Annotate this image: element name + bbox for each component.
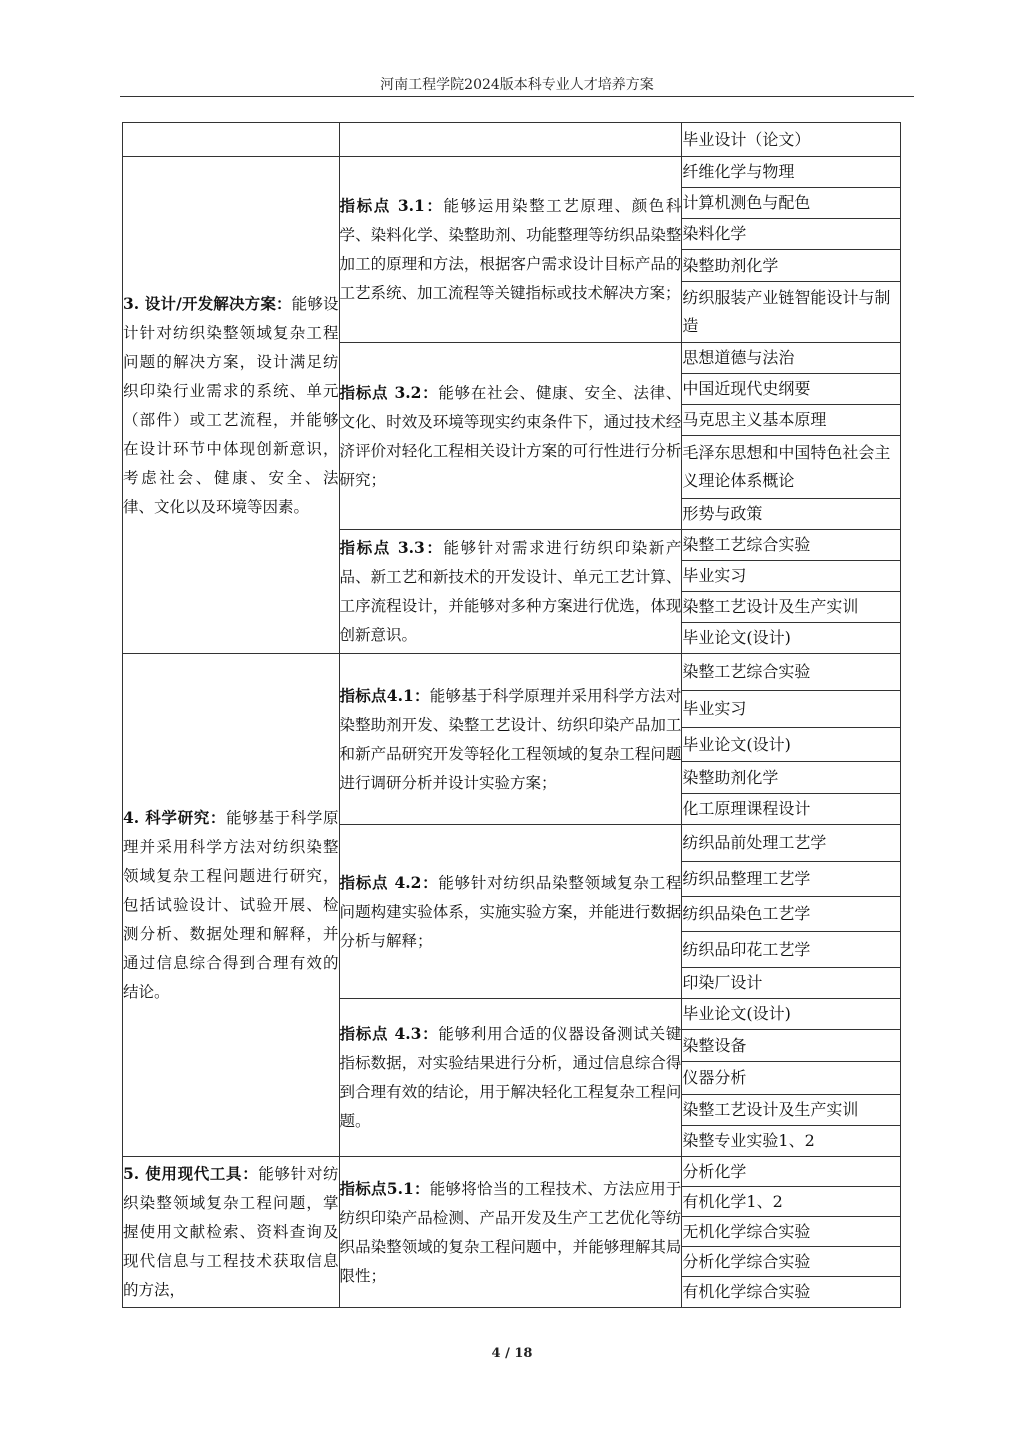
course-cell: 纺织服装产业链智能设计与制造 [682, 282, 901, 343]
indicator-label: 指标点4.1： [339, 685, 430, 705]
course-cell: 纺织品染色工艺学 [682, 897, 901, 932]
page-separator: / [505, 1346, 510, 1361]
indicator-text: 能够运用染整工艺原理、颜色科学、染料化学、染整助剂、功能整理等纺织品染整加工的原理和方法，根据客户需求设计目标产品的工艺系统、加工流程等关键指标或技术解决方案； [339, 197, 682, 302]
indicator-5-1-cell [339, 1157, 682, 1308]
course-cell: 染整工艺设计及生产实训 [682, 592, 901, 623]
course-cell: 马克思主义基本原理 [682, 405, 901, 436]
course-cell: 染整助剂化学 [682, 762, 901, 794]
course-cell: 染整工艺设计及生产实训 [682, 1095, 901, 1126]
course-cell: 计算机测色与配色 [682, 188, 901, 219]
course-cell: 毕业设计（论文） [682, 123, 901, 157]
indicator-text: 能够在社会、健康、安全、法律、文化、时效及环境等现实约束条件下，通过技术经济评价对轻化工程相关设计方案的可行性进行分析研究； [339, 383, 682, 489]
course-cell: 毕业实习 [682, 691, 901, 728]
indicator-3-2-cell [339, 343, 682, 530]
indicator-label: 指标点 3.1： [339, 196, 444, 215]
indicator-label: 指标点5.1： [339, 1178, 430, 1198]
requirements-table [122, 122, 901, 1308]
indicator-text: 能够针对需求进行纺织印染新产品、新工艺和新技术的开发设计、单元工艺计算、工序流程设计，并能够对多种方案进行优选，体现创新意识。 [339, 539, 682, 644]
course-cell: 印染厂设计 [682, 968, 901, 999]
requirement-body: 能够基于科学原理并采用科学方法对纺织染整领域复杂工程问题进行研究，包括试验设计、试验开展、检测分析、数据处理和解释，并通过信息综合得到合理有效的结论。 [123, 809, 339, 1001]
course-cell: 毕业实习 [682, 561, 901, 592]
requirement-5-cell [123, 1157, 340, 1308]
indicator-4-1-cell [339, 654, 682, 825]
indicator-label: 指标点 3.2： [339, 382, 439, 402]
indicator-text: 能够基于科学原理并采用科学方法对染整助剂开发、染整工艺设计、纺织印染产品加工和新产品研究开发等轻化工程领域的复杂工程问题进行调研分析并设计实验方案； [339, 686, 682, 792]
course-cell: 毛泽东思想和中国特色社会主义理论体系概论 [682, 436, 901, 499]
page-header: 河南工程学院2024版本科专业人才培养方案 [120, 74, 914, 97]
requirement-title: 5. 使用现代工具： [123, 1164, 259, 1183]
indicator-label: 指标点 4.3： [339, 1024, 439, 1043]
course-cell: 中国近现代史纲要 [682, 374, 901, 405]
course-cell: 染整助剂化学 [682, 250, 901, 282]
table-row [123, 123, 901, 157]
empty-cell [339, 123, 682, 157]
requirement-body: 能够针对纺织染整领域复杂工程问题，掌握使用文献检索、资料查询及现代信息与工程技术获取信息的方法， [123, 1165, 339, 1299]
indicator-label: 指标点 4.2： [339, 872, 439, 892]
course-cell: 染料化学 [682, 219, 901, 250]
table-row [123, 1157, 901, 1187]
requirement-body: 能够设计针对纺织染整领域复杂工程问题的解决方案，设计满足纺织印染行业需求的系统、单元（部件）或工艺流程，并能够在设计环节中体现创新意识，考虑社会、健康、安全、法律、文化以及环境等因素。 [123, 294, 339, 516]
indicator-text: 能够利用合适的仪器设备测试关键指标数据，对实验结果进行分析，通过信息综合得到合理有效的结论，用于解决轻化工程复杂工程问题。 [339, 1025, 682, 1130]
course-cell: 染整工艺综合实验 [682, 654, 901, 691]
course-cell: 无机化学综合实验 [682, 1217, 901, 1247]
indicator-3-3-cell [339, 530, 682, 654]
requirement-3-cell [123, 157, 340, 654]
course-cell: 毕业论文(设计) [682, 999, 901, 1030]
indicator-label: 指标点 3.3： [339, 538, 444, 557]
table-row [123, 157, 901, 188]
requirement-4-cell [123, 654, 340, 1157]
course-cell: 形势与政策 [682, 499, 901, 530]
course-cell: 染整专业实验1、2 [682, 1126, 901, 1157]
course-cell: 思想道德与法治 [682, 343, 901, 374]
course-cell: 化工原理课程设计 [682, 794, 901, 825]
indicator-4-3-cell [339, 999, 682, 1157]
table-row [123, 654, 901, 691]
course-cell: 染整工艺综合实验 [682, 530, 901, 561]
indicator-4-2-cell [339, 825, 682, 999]
course-cell: 分析化学综合实验 [682, 1247, 901, 1277]
course-cell: 有机化学综合实验 [682, 1277, 901, 1308]
course-cell: 有机化学1、2 [682, 1187, 901, 1217]
course-cell: 纺织品整理工艺学 [682, 862, 901, 897]
course-cell: 纤维化学与物理 [682, 157, 901, 188]
current-page: 4 [491, 1346, 501, 1361]
indicator-text: 能够针对纺织品染整领域复杂工程问题构建实验体系，实施实验方案，并能进行数据分析与解释； [339, 873, 682, 950]
course-cell: 毕业论文(设计) [682, 623, 901, 654]
requirement-title: 4. 科学研究： [123, 808, 227, 827]
page-number [0, 1346, 1024, 1361]
course-cell: 仪器分析 [682, 1062, 901, 1095]
indicator-3-1-cell [339, 157, 682, 343]
course-cell: 分析化学 [682, 1157, 901, 1187]
requirement-title: 3. 设计/开发解决方案： [123, 293, 292, 313]
course-cell: 纺织品前处理工艺学 [682, 825, 901, 862]
total-pages: 18 [514, 1346, 533, 1361]
course-cell: 毕业论文(设计) [682, 728, 901, 762]
course-cell: 纺织品印花工艺学 [682, 932, 901, 968]
empty-cell [123, 123, 340, 157]
indicator-text: 能够将恰当的工程技术、方法应用于纺织印染产品检测、产品开发及生产工艺优化等纺织品染整领域的复杂工程问题中，并能够理解其局限性； [339, 1179, 682, 1285]
course-cell: 染整设备 [682, 1030, 901, 1062]
